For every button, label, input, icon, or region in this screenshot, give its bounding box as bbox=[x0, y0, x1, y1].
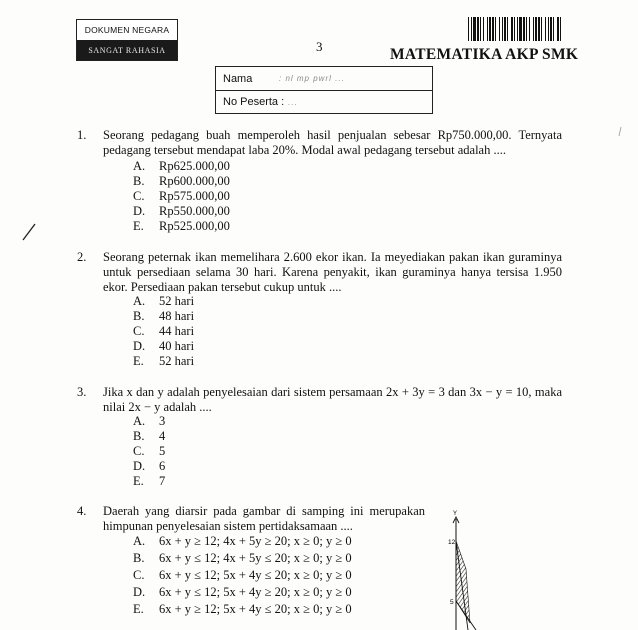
barcode-stripe bbox=[471, 17, 472, 41]
identity-box bbox=[215, 66, 433, 114]
page-number: 3 bbox=[316, 39, 323, 54]
name-row bbox=[216, 67, 432, 90]
barcode-stripe bbox=[514, 17, 515, 41]
name-value[interactable]: : nl mp pwrl ... bbox=[279, 74, 345, 83]
barcode-stripe bbox=[541, 17, 542, 41]
tick-label-12: 12 bbox=[448, 539, 456, 546]
tick-label-5: 5 bbox=[450, 599, 454, 606]
question-2-text: Seorang peternak ikan memelihara 2.600 ekor ikan. Ia meyediakan pakan ikan guraminya untuk persediaan selama 30 hari. Karena penyakit, ikan guraminya hanya tersisa 1.950 ekor. Persediaan pakan tersebut cukup untuk .... bbox=[103, 250, 562, 294]
question-1-number: 1. bbox=[77, 128, 87, 142]
barcode-stripe bbox=[557, 17, 559, 41]
barcode-stripe bbox=[511, 17, 513, 41]
barcode-stripe bbox=[477, 17, 479, 41]
pen-mark bbox=[22, 223, 36, 241]
barcode-stripe bbox=[523, 17, 525, 41]
barcode-stripe bbox=[507, 17, 508, 41]
barcode-stripe bbox=[535, 17, 537, 41]
barcode-stripe bbox=[480, 17, 481, 41]
barcode-stripe bbox=[529, 17, 530, 41]
question-3-options: A. 3 B. 4 C. 5 D. 6 E. 7 bbox=[133, 414, 166, 488]
barcode-stripe bbox=[553, 17, 554, 41]
question-3-text: Jika x dan y adalah penyelesaian dari sistem persamaan 2x + 3y = 3 dan 3x − y = 10, maka nilai 2x − y adalah .... bbox=[103, 385, 562, 414]
question-4-number: 4. bbox=[77, 504, 87, 518]
barcode-stripe bbox=[519, 17, 522, 41]
subject-title: MATEMATIKA AKP SMK bbox=[390, 46, 579, 63]
pen-dot bbox=[618, 127, 622, 137]
barcode-stripe bbox=[504, 17, 506, 41]
barcode-stripe bbox=[502, 17, 503, 41]
barcode-stripe bbox=[499, 17, 500, 41]
secret-label: SANGAT RAHASIA bbox=[77, 40, 177, 60]
question-2-options: A. 52 hari B. 48 hari C. 44 hari D. 40 hari E. 52 hari bbox=[133, 294, 195, 368]
barcode-stripe bbox=[473, 17, 476, 41]
inequality-graph bbox=[436, 505, 496, 630]
barcode-stripe bbox=[545, 17, 546, 41]
question-2-number: 2. bbox=[77, 250, 87, 264]
participant-row bbox=[216, 90, 432, 113]
barcode-stripe bbox=[487, 17, 488, 41]
question-1-options: A. Rp625.000,00 B. Rp600.000,00 C. Rp575.000,00 D. Rp550.000,00 E. Rp525.000,00 bbox=[133, 159, 230, 233]
barcode-stripe bbox=[495, 17, 496, 41]
barcode-stripe bbox=[548, 17, 549, 41]
y-axis-label: Y bbox=[453, 511, 458, 517]
doc-label: DOKUMEN NEGARA bbox=[77, 20, 177, 40]
participant-value[interactable]: ... bbox=[288, 97, 298, 107]
barcode-stripe bbox=[468, 17, 469, 41]
name-label: Nama bbox=[223, 72, 253, 85]
participant-label: No Peserta : bbox=[223, 96, 285, 108]
question-3-number: 3. bbox=[77, 385, 87, 399]
barcode-stripe bbox=[483, 17, 484, 41]
barcode bbox=[468, 17, 563, 41]
barcode-stripe bbox=[489, 17, 491, 41]
barcode-stripe bbox=[517, 17, 518, 41]
document-classification-box bbox=[76, 19, 178, 61]
question-4-text: Daerah yang diarsir pada gambar di samping ini merupakan himpunan penyelesaian sistem pertidaksamaan .... bbox=[103, 504, 425, 533]
barcode-stripe bbox=[538, 17, 540, 41]
question-1-text: Seorang pedagang buah memperoleh hasil penjualan sebesar Rp750.000,00. Ternyata pedagang tersebut mendapat laba 20%. Modal awal pedagang tersebut adalah .... bbox=[103, 128, 562, 157]
question-4-options: A. 6x + y ≥ 12; 4x + 5y ≥ 20; x ≥ 0; y ≥ 0 B. 6x + y ≤ 12; 4x + 5y ≤ 20; x ≥ 0; y ≥ 0 C. 6x + y ≤ 12; 5x + 4y ≤ 20; x ≥ 0; y ≥ 0 D. 6x + y ≤ 12; 5x + 4y ≥ 20; x ≥ 0; y ≥ 0 E. 6x + y ≥ 12; 5x + 4y ≤ 20; x ≥ 0; y ≥ 0 bbox=[133, 534, 352, 616]
barcode-stripe bbox=[526, 17, 527, 41]
barcode-stripe bbox=[560, 17, 561, 41]
barcode-stripe bbox=[492, 17, 494, 41]
barcode-stripe bbox=[550, 17, 552, 41]
barcode-stripe bbox=[533, 17, 534, 41]
